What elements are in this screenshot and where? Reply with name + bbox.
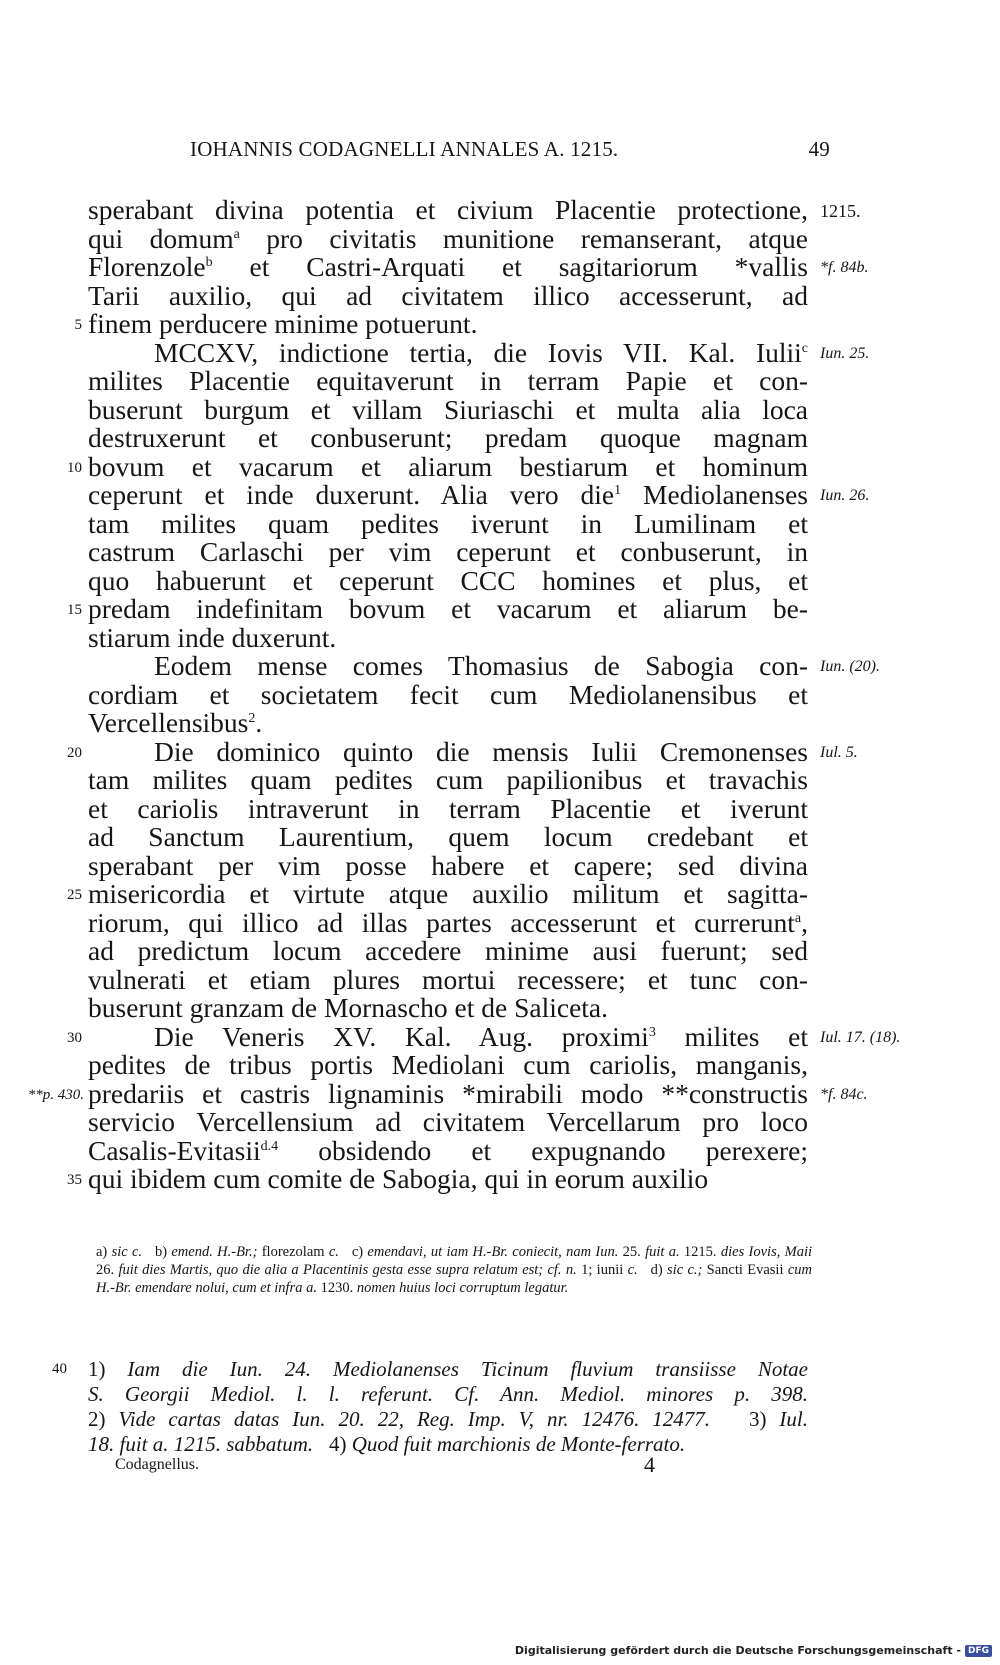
sheet-number: 4 — [644, 1452, 655, 1477]
line-text: Die dominico quinto die mensis Iulii Cremonenses — [154, 735, 808, 767]
running-header — [190, 137, 830, 165]
line-text: sperabant per vim posse habere et capere; sed divina — [88, 849, 808, 881]
line-text: destruxerunt et conbuserunt; predam quoque magnam — [88, 422, 808, 453]
line-text: et cariolis intraverunt in terram Placentie et iverunt — [88, 792, 808, 824]
line-text: predam indefinitam bovum et vacarum et aliarum be- — [88, 593, 808, 624]
line-text: milites Placentie equitaverunt in terram Papie et con- — [88, 365, 808, 396]
text-line — [88, 479, 870, 510]
line-text: misericordia et virtute atque auxilio militum et sagitta- — [88, 878, 808, 909]
text-line — [67, 735, 858, 767]
line-text: vulnerati et etiam plures mortui recessere; et tunc con- — [88, 963, 808, 995]
line-text: Eodem mense comes Thomasius de Sabogia con- — [154, 650, 808, 681]
page-number: 49 — [808, 137, 830, 161]
textual-apparatus — [96, 1243, 812, 1297]
source-note-line: 1) Iam die Iun. 24. Mediolanenses Ticinum fluvium transiisse Notae 40 — [52, 1357, 808, 1381]
line-text: Die Veneris XV. Kal. Aug. proximi$^3$ milites et — [154, 1020, 808, 1052]
right-margin-note: Iun. 26. — [820, 487, 870, 504]
text-line — [88, 994, 808, 1023]
source-notes — [52, 1357, 808, 1457]
line-text: buserunt granzam de Mornascho et de Saliceta. — [88, 992, 609, 1023]
right-margin-note: 1215. — [820, 201, 861, 221]
line-number: 35 — [67, 1172, 82, 1188]
line-text: MCCXV, indictione tertia, die Iovis VII. Kal. Iulii$^c$ — [154, 336, 808, 368]
line-text: tam milites quam pedites cum papilionibus et travachis — [88, 764, 808, 795]
line-text: ad predictum locum accedere minime ausi fuerunt; sed — [88, 935, 808, 966]
text-line — [88, 709, 808, 738]
line-text: Tarii auxilio, qui ad civitatem illico accesserunt, ad — [88, 279, 808, 311]
text-line — [88, 1051, 808, 1080]
text-line — [74, 308, 808, 339]
text-line — [88, 937, 808, 966]
right-margin-note: *f. 84b. — [820, 259, 869, 276]
text-line — [88, 849, 808, 881]
line-number: 10 — [67, 459, 82, 476]
text-line — [88, 336, 870, 368]
line-number: 20 — [67, 744, 82, 761]
page-title: IOHANNIS CODAGNELLI ANNALES A. 1215. — [190, 137, 619, 161]
text-line — [88, 766, 808, 795]
line-text: sperabant divina potentia et civium Placentie protectione, — [88, 194, 808, 225]
text-line — [67, 878, 808, 909]
line-text: servicio Vercellensium ad civitatem Vercellarum pro loco — [88, 1106, 808, 1137]
line-number: 5 — [74, 317, 82, 333]
text-line — [88, 792, 808, 824]
text-line — [67, 1163, 808, 1194]
digitization-credit — [515, 1644, 992, 1657]
dfg-logo-icon: DFG — [965, 1645, 992, 1657]
line-text: Vercellensibus$^2$. — [88, 707, 263, 738]
right-margin-note: Iun. 25. — [820, 344, 870, 362]
left-margin-note: **p. 430. — [27, 1086, 84, 1103]
line-text: ceperunt et inde duxerunt. Alia vero die$^1$ Mediolanenses — [88, 479, 808, 510]
credit-text: Digitalisierung gefördert durch die Deutsche Forschungsgemeinschaft - — [514, 1644, 961, 1657]
right-margin-note: Iun. (20). — [820, 658, 880, 675]
text-line — [88, 222, 809, 254]
line-number: 30 — [67, 1029, 82, 1046]
text-line — [88, 650, 880, 681]
line-text: finem perducere minime potuerunt. — [88, 308, 478, 339]
line-text: tam milites quam pedites iverunt in Lumilinam et — [88, 507, 808, 539]
signature-mark: Codagnellus. — [115, 1456, 199, 1473]
main-text — [27, 194, 901, 1194]
text-line — [67, 450, 808, 482]
line-text: cordiam et societatem fecit cum Mediolanensibus et — [88, 678, 808, 710]
line-number: 15 — [67, 602, 82, 618]
line-text: riorum, qui illico ad illas partes accesserunt et currerunt$^a$, — [88, 906, 808, 938]
text-line — [88, 251, 869, 282]
source-note-line: 2) Vide cartas datas Iun. 20. 22, Reg. Imp. V, nr. 12476. 12477. 3) Iul. — [88, 1407, 808, 1431]
text-line — [88, 194, 861, 225]
line-text: predariis et castris lignaminis *mirabili modo **constructis — [88, 1077, 808, 1109]
line-number: 25 — [67, 887, 82, 903]
source-note-line: S. Georgii Mediol. l. l. referunt. Cf. Ann. Mediol. minores p. 398. — [88, 1382, 808, 1406]
text-line — [67, 1020, 901, 1052]
text-line — [88, 279, 808, 311]
text-line — [88, 1108, 808, 1137]
text-line — [88, 1134, 808, 1166]
line-text: ad Sanctum Laurentium, quem locum credebant et — [88, 821, 808, 852]
text-line — [88, 564, 808, 596]
text-line — [88, 906, 808, 938]
line-text: qui ibidem cum comite de Sabogia, qui in eorum auxilio — [88, 1163, 709, 1194]
text-line — [67, 593, 808, 624]
text-line — [88, 678, 808, 710]
apparatus-note: a) sic c. b) emend. H.-Br.; florezolam c. c) emendavi, ut iam H.-Br. coniecit, nam Iun. 25. fuit a. 1215. dies Iovis, Maii 26. fuit dies Martis, quo die alia a Placentinis gesta esse supra relatum est; cf. n. 1; iunii c. d) sic c.; Sancti Evasii cum H.-Br. emendare nolui, cum et infra a. 1230. nomen huius loci corruptum legatur. — [96, 1244, 813, 1296]
line-text: castrum Carlaschi per vim ceperunt et conbuserunt, in — [88, 536, 808, 567]
text-line — [88, 823, 808, 852]
line-text: Casalis-Evitasii$^{d.4}$ obsidendo et expugnando perexere; — [88, 1134, 808, 1166]
line-text: qui domum$^a$ pro civitatis munitione remanserant, atque — [88, 222, 809, 254]
text-line — [88, 507, 808, 539]
text-line — [88, 393, 808, 425]
source-note-line: 18. fuit a. 1215. sabbatum. 4) Quod fuit marchionis de Monte-ferrato. — [88, 1432, 686, 1456]
text-line — [88, 367, 808, 396]
line-text: Florenzole$^b$ et Castri-Arquati et sagitariorum *vallis — [88, 251, 808, 282]
right-margin-note: Iul. 5. — [820, 743, 858, 761]
text-line — [88, 538, 808, 567]
line-text: pedites de tribus portis Mediolani cum cariolis, manganis, — [88, 1049, 808, 1080]
text-line — [88, 963, 808, 995]
text-line — [88, 424, 808, 453]
text-line — [88, 621, 808, 653]
right-margin-note: *f. 84c. — [820, 1085, 868, 1103]
text-line — [27, 1077, 868, 1109]
right-margin-note: Iul. 17. (18). — [820, 1028, 901, 1046]
line-text: buserunt burgum et villam Siuriaschi et multa alia loca — [88, 393, 808, 425]
line-text: stiarum inde duxerunt. — [88, 621, 337, 653]
line-text: quo habuerunt et ceperunt CCC homines et plus, et — [88, 564, 808, 596]
line-text: bovum et vacarum et aliarum bestiarum et hominum — [88, 450, 808, 482]
line-number: 40 — [52, 1361, 67, 1377]
